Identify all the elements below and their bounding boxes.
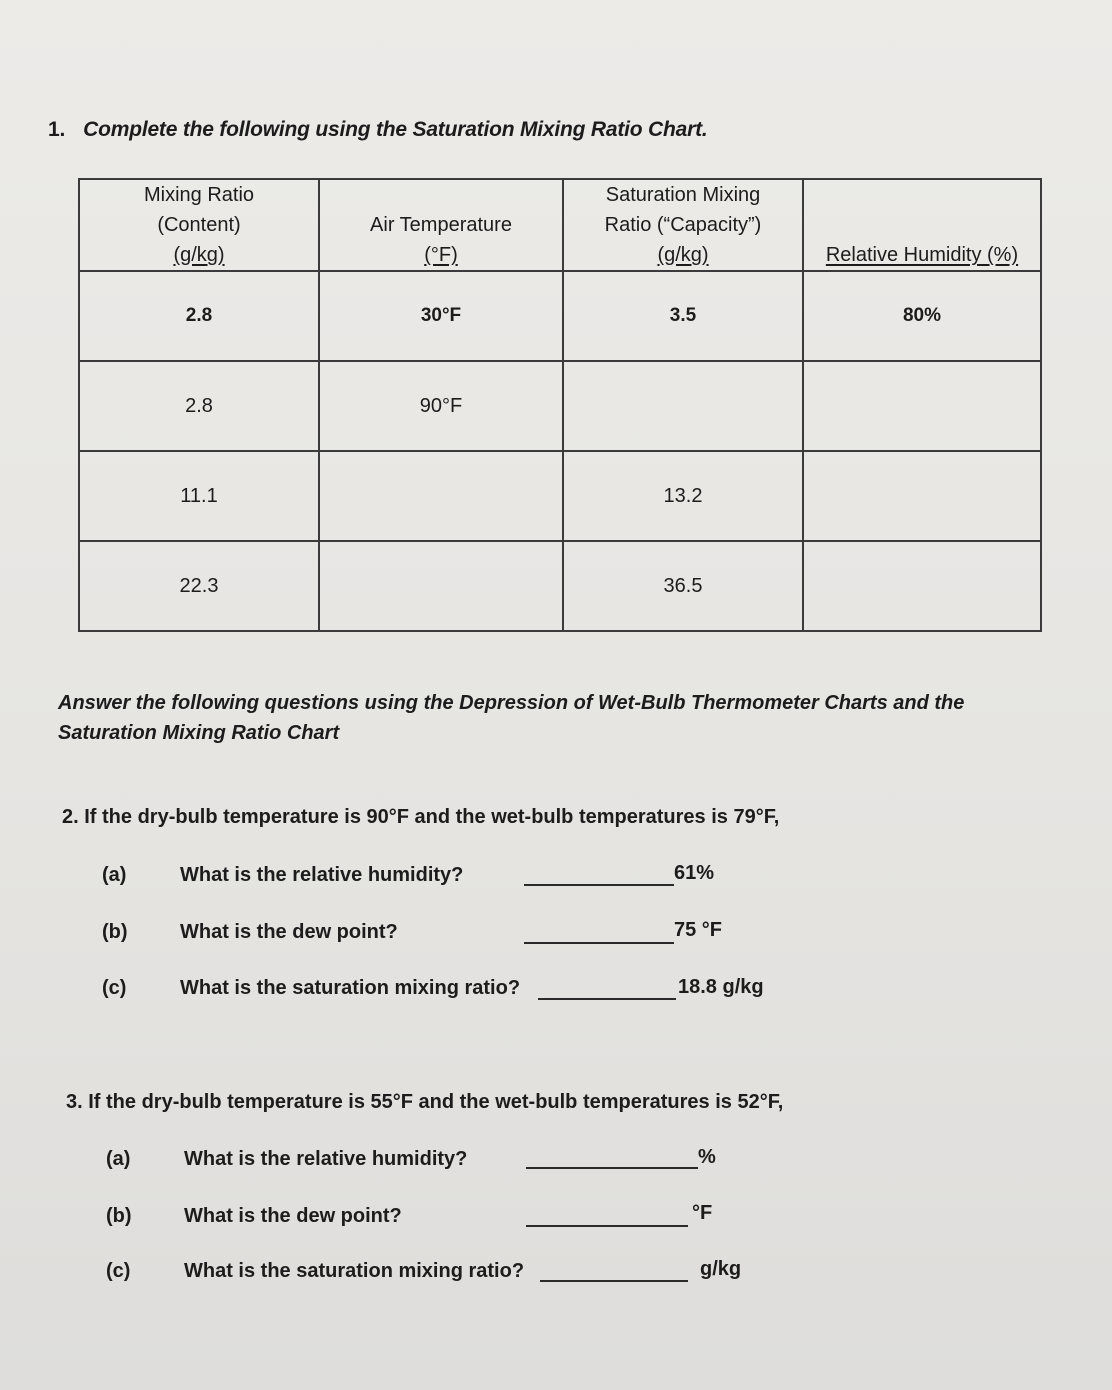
question-1-text: Complete the following using the Saturation Mixing Ratio Chart.	[83, 118, 708, 141]
table-row	[79, 541, 1041, 631]
question-2-prompt: 2. If the dry-bulb temperature is 90°F and the wet-bulb temperatures is 79°F,	[62, 806, 780, 828]
cell-saturation-mixing-ratio[interactable]: 13.2	[563, 451, 803, 541]
answer-2c[interactable]: 18.8 g/kg	[678, 976, 764, 998]
cell-saturation-mixing-ratio[interactable]	[563, 361, 803, 451]
answer-2a[interactable]: 61%	[674, 862, 715, 884]
table-row	[79, 271, 1041, 361]
question-3-prompt: 3. If the dry-bulb temperature is 55°F and the wet-bulb temperatures is 52°F,	[66, 1091, 784, 1113]
header-mixing-ratio: Mixing Ratio (Content) (g/kg)	[79, 179, 319, 271]
cell-relative-humidity[interactable]: 80%	[803, 271, 1041, 361]
cell-relative-humidity[interactable]	[803, 451, 1041, 541]
cell-saturation-mixing-ratio[interactable]: 3.5	[563, 271, 803, 361]
cell-air-temperature[interactable]: 90°F	[319, 361, 563, 451]
cell-air-temperature[interactable]: 30°F	[319, 271, 563, 361]
part-letter: (a)	[106, 1148, 131, 1170]
part-letter: (b)	[106, 1205, 132, 1227]
cell-saturation-mixing-ratio[interactable]: 36.5	[563, 541, 803, 631]
part-question: What is the dew point?	[184, 1205, 402, 1227]
header-relative-humidity: Relative Humidity (%)	[803, 179, 1041, 271]
header-air-temperature: Air Temperature (°F)	[319, 179, 563, 271]
question-2a	[102, 864, 463, 887]
question-2b	[102, 921, 398, 944]
part-letter: (a)	[102, 864, 127, 886]
cell-relative-humidity[interactable]	[803, 541, 1041, 631]
question-1-number: 1.	[48, 118, 66, 141]
question-2c	[102, 977, 520, 1000]
question-1-title	[48, 118, 708, 142]
mixing-ratio-table	[78, 178, 1042, 632]
question-3c	[106, 1260, 524, 1283]
part-question: What is the relative humidity?	[180, 864, 464, 886]
cell-air-temperature[interactable]	[319, 451, 563, 541]
answer-blank-2a[interactable]	[524, 884, 674, 886]
answer-blank-2b[interactable]	[524, 942, 674, 944]
cell-mixing-ratio[interactable]: 22.3	[79, 541, 319, 631]
answer-3b[interactable]: °F	[692, 1202, 713, 1224]
part-question: What is the saturation mixing ratio?	[180, 977, 521, 999]
answer-blank-3c[interactable]	[540, 1280, 688, 1282]
part-letter: (c)	[106, 1260, 131, 1282]
cell-air-temperature[interactable]	[319, 541, 563, 631]
answer-3a[interactable]: %	[698, 1146, 716, 1168]
question-3b	[106, 1205, 402, 1228]
answer-blank-3b[interactable]	[526, 1225, 688, 1227]
part-question: What is the saturation mixing ratio?	[184, 1260, 525, 1282]
cell-mixing-ratio[interactable]: 2.8	[79, 361, 319, 451]
table-row	[79, 361, 1041, 451]
answer-3c[interactable]: g/kg	[700, 1258, 742, 1280]
table-header-row	[79, 179, 1041, 271]
cell-relative-humidity[interactable]	[803, 361, 1041, 451]
answer-blank-3a[interactable]	[526, 1167, 698, 1169]
part-letter: (c)	[102, 977, 127, 999]
cell-mixing-ratio[interactable]: 2.8	[79, 271, 319, 361]
header-saturation-mixing-ratio: Saturation Mixing Ratio (“Capacity”) (g/kg)	[563, 179, 803, 271]
instructions-text: Answer the following questions using the Depression of Wet-Bulb Thermometer Charts and the Saturation Mixing Ratio Chart	[58, 692, 965, 744]
answer-blank-2c[interactable]	[538, 998, 676, 1000]
answer-2b[interactable]: 75 °F	[674, 919, 723, 941]
part-question: What is the relative humidity?	[184, 1148, 468, 1170]
part-letter: (b)	[102, 921, 128, 943]
question-3a	[106, 1148, 467, 1171]
part-question: What is the dew point?	[180, 921, 398, 943]
table-row	[79, 451, 1041, 541]
cell-mixing-ratio[interactable]: 11.1	[79, 451, 319, 541]
